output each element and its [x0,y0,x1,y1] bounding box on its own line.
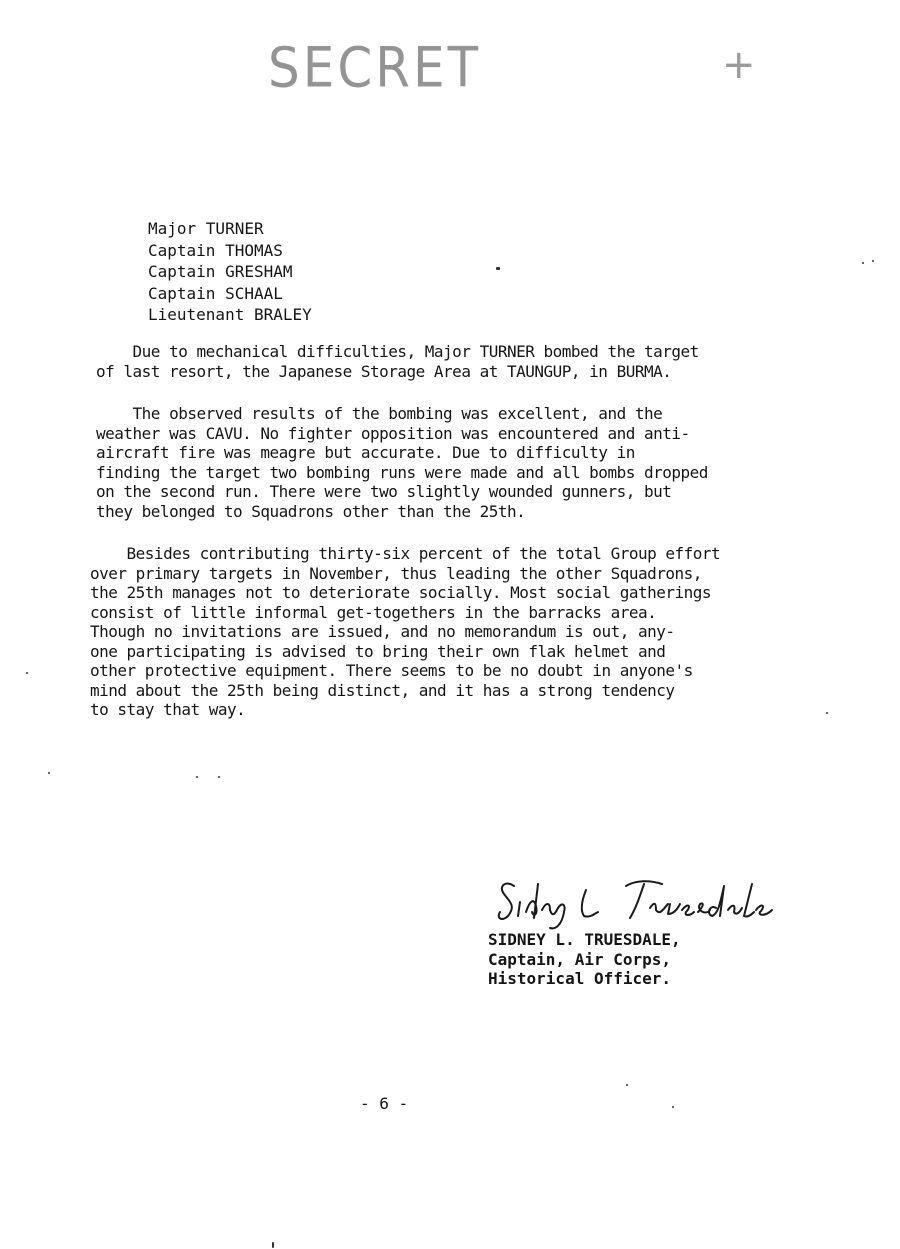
text-line: of last resort, the Japanese Storage Area at TAUNGUP, in BURMA. [96,361,672,381]
paragraph-bombing-results [96,404,856,521]
scan-speck [672,1106,674,1108]
paragraph-mechanical-difficulties [96,342,856,381]
text-line: consist of little informal get-togethers in the barracks area. [90,602,657,622]
text-line: Due to mechanical difficulties, Major TURNER bombed the target [96,342,699,361]
scan-speck [862,262,864,264]
text-line: the 25th manages not to deteriorate socially. Most social gatherings [90,583,712,602]
text-line: mind about the 25th being distinct, and it has a strong tendency [90,680,675,700]
scan-speck [196,776,198,778]
recipient: Captain SCHAAL [148,283,283,303]
text-line: The observed results of the bombing was excellent, and the [96,404,663,423]
text-line: Though no invitations are issued, and no memorandum is out, any- [90,622,675,641]
scan-speck [26,672,28,674]
recipient: Captain GRESHAM [148,262,293,281]
stamp-mark: + [722,42,756,88]
text-line: Besides contributing thirty-six percent of the total Group effort [90,544,721,563]
scan-speck [218,776,220,778]
signer-title: Historical Officer. [488,969,672,988]
paragraph-squadron-social [90,544,850,720]
text-line: weather was CAVU. No fighter opposition was encountered and anti- [96,423,690,443]
scan-speck [496,267,500,270]
text-line: aircraft fire was meagre but accurate. Due to difficulty in [96,443,635,462]
scan-speck [872,260,874,262]
signer-rank: Captain, Air Corps, [488,949,672,969]
text-line: over primary targets in November, thus leading the other Squadrons, [90,563,702,583]
scan-speck [272,1242,274,1248]
page-number: - 6 - [360,1094,409,1113]
scan-speck [626,1084,628,1086]
recipient: Captain THOMAS [148,240,283,260]
scan-speck [826,712,828,714]
secret-stamp: SECRET [268,36,482,100]
recipient-list [148,218,312,326]
scan-speck [48,772,50,774]
text-line: one participating is advised to bring their own flak helmet and [90,641,666,661]
recipient: Lieutenant BRALEY [148,305,312,324]
signature-block [488,930,681,989]
signer-name: SIDNEY L. TRUESDALE, [488,930,681,949]
handwritten-signature [494,872,784,932]
recipient: Major TURNER [148,219,264,238]
text-line: to stay that way. [90,700,246,719]
text-line: other protective equipment. There seems to be no doubt in anyone's [90,661,693,680]
text-line: finding the target two bombing runs were made and all bombs dropped [96,462,708,482]
text-line: on the second run. There were two slightly wounded gunners, but [96,482,672,501]
text-line: they belonged to Squadrons other than the 25th. [96,501,526,521]
